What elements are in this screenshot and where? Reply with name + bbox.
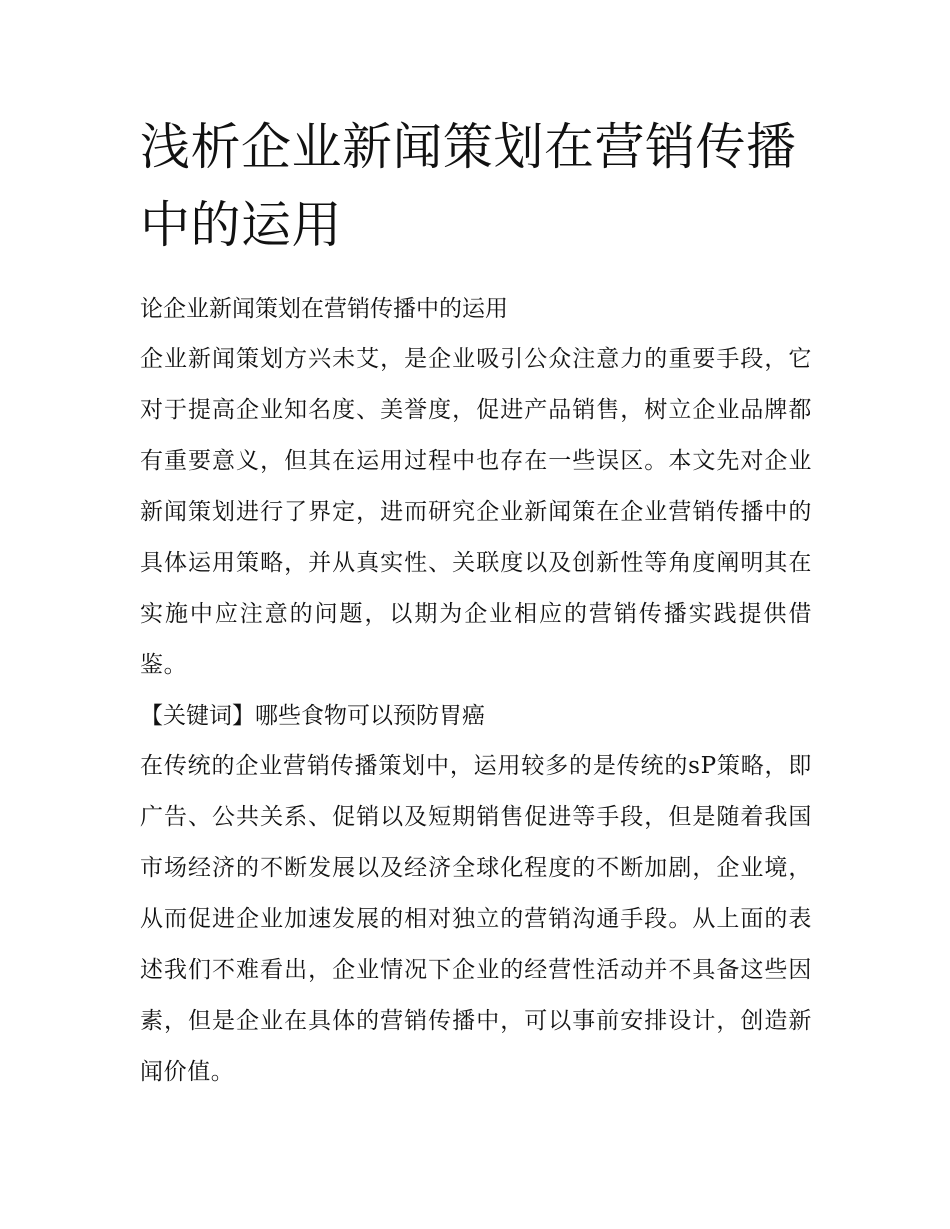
body-paragraph: 在传统的企业营销传播策划中，运用较多的是传统的sP策略，即广告、公共关系、促销以及短期销售促进等手段，但是随着我国市场经济的不断发展以及经济全球化程度的不断加剧，企业境，从而促进企业加速发展的相对独立的营销沟通手段。从上面的表述我们不难看出，企业情况下企业的经营性活动并不具备这些因素，但是企业在具体的营销传播中，可以事前安排设计，创造新闻价值。 <box>140 753 812 1085</box>
keywords-line: 【关键词】哪些食物可以预防胃癌 <box>140 703 485 729</box>
document-subtitle: 论企业新闻策划在营销传播中的运用 <box>140 296 508 322</box>
document-page <box>140 0 812 1098</box>
document-title: 浅析企业新闻策划在营销传播中的运用 <box>140 118 797 254</box>
abstract-paragraph: 企业新闻策划方兴未艾，是企业吸引公众注意力的重要手段，它对于提高企业知名度、美誉度，促进产品销售，树立企业品牌都有重要意义，但其在运用过程中也存在一些误区。本文先对企业新闻策划进行了界定，进而研究企业新闻策在企业营销传播中的具体运用策略，并从真实性、关联度以及创新性等角度阐明其在实施中应注意的问题，以期为企业相应的营销传播实践提供借鉴。 <box>140 346 812 678</box>
